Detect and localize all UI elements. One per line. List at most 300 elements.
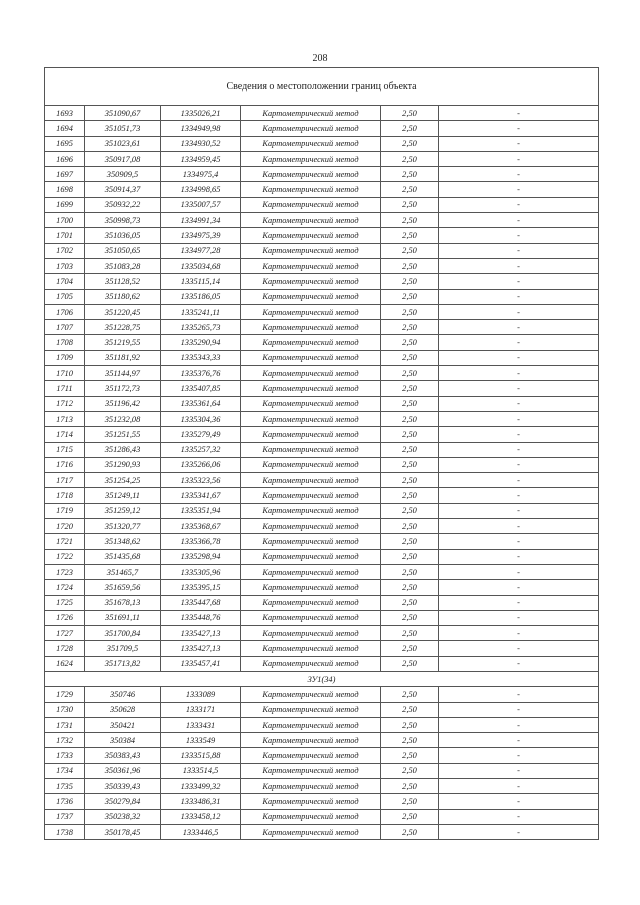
method-cell: Картометрический метод (241, 304, 381, 319)
x-coordinate-cell: 350909,5 (85, 167, 161, 182)
table-row (45, 243, 599, 258)
accuracy-cell: 2,50 (381, 702, 439, 717)
y-coordinate-cell: 1335257,32 (161, 442, 241, 457)
description-cell: - (439, 794, 599, 809)
description-cell: - (439, 473, 599, 488)
x-coordinate-cell: 351232,08 (85, 411, 161, 426)
accuracy-cell: 2,50 (381, 519, 439, 534)
table-row (45, 824, 599, 839)
method-cell: Картометрический метод (241, 519, 381, 534)
point-number-cell: 1730 (45, 702, 85, 717)
y-coordinate-cell: 1335034,68 (161, 258, 241, 273)
y-coordinate-cell: 1334975,39 (161, 228, 241, 243)
table-row (45, 427, 599, 442)
description-cell: - (439, 488, 599, 503)
page-number: 208 (312, 53, 328, 64)
point-number-cell: 1736 (45, 794, 85, 809)
y-coordinate-cell: 1334930,52 (161, 136, 241, 151)
point-number-cell: 1719 (45, 503, 85, 518)
description-cell: - (439, 763, 599, 778)
y-coordinate-cell: 1333514,5 (161, 763, 241, 778)
table-title-row (45, 68, 599, 106)
y-coordinate-cell: 1335376,76 (161, 366, 241, 381)
y-coordinate-cell: 1335265,73 (161, 320, 241, 335)
x-coordinate-cell: 351254,25 (85, 473, 161, 488)
x-coordinate-cell: 351144,97 (85, 366, 161, 381)
y-coordinate-cell: 1335395,15 (161, 580, 241, 595)
description-cell: - (439, 656, 599, 671)
method-cell: Картометрический метод (241, 503, 381, 518)
accuracy-cell: 2,50 (381, 258, 439, 273)
table-row (45, 748, 599, 763)
y-coordinate-cell: 1333499,32 (161, 779, 241, 794)
description-cell: - (439, 702, 599, 717)
table-row (45, 534, 599, 549)
table-row (45, 580, 599, 595)
y-coordinate-cell: 1335407,85 (161, 381, 241, 396)
y-coordinate-cell: 1334949,98 (161, 121, 241, 136)
x-coordinate-cell: 351228,75 (85, 320, 161, 335)
point-number-cell: 1713 (45, 411, 85, 426)
point-number-cell: 1709 (45, 350, 85, 365)
table-row (45, 809, 599, 824)
accuracy-cell: 2,50 (381, 136, 439, 151)
x-coordinate-cell: 351713,82 (85, 656, 161, 671)
point-number-cell: 1721 (45, 534, 85, 549)
method-cell: Картометрический метод (241, 197, 381, 212)
table-row (45, 274, 599, 289)
description-cell: - (439, 442, 599, 457)
method-cell: Картометрический метод (241, 717, 381, 732)
method-cell: Картометрический метод (241, 167, 381, 182)
method-cell: Картометрический метод (241, 442, 381, 457)
point-number-cell: 1704 (45, 274, 85, 289)
description-cell: - (439, 121, 599, 136)
y-coordinate-cell: 1333431 (161, 717, 241, 732)
point-number-cell: 1701 (45, 228, 85, 243)
accuracy-cell: 2,50 (381, 182, 439, 197)
description-cell: - (439, 519, 599, 534)
point-number-cell: 1707 (45, 320, 85, 335)
description-cell: - (439, 595, 599, 610)
method-cell: Картометрический метод (241, 136, 381, 151)
description-cell: - (439, 228, 599, 243)
accuracy-cell: 2,50 (381, 824, 439, 839)
description-cell: - (439, 320, 599, 335)
point-number-cell: 1716 (45, 457, 85, 472)
method-cell: Картометрический метод (241, 182, 381, 197)
table-row (45, 687, 599, 702)
description-cell: - (439, 733, 599, 748)
method-cell: Картометрический метод (241, 702, 381, 717)
point-number-cell: 1693 (45, 106, 85, 121)
y-coordinate-cell: 1335427,13 (161, 641, 241, 656)
x-coordinate-cell: 351128,52 (85, 274, 161, 289)
y-coordinate-cell: 1335266,06 (161, 457, 241, 472)
y-coordinate-cell: 1335279,49 (161, 427, 241, 442)
point-number-cell: 1702 (45, 243, 85, 258)
table-row (45, 473, 599, 488)
y-coordinate-cell: 1333458,12 (161, 809, 241, 824)
accuracy-cell: 2,50 (381, 809, 439, 824)
y-coordinate-cell: 1334998,65 (161, 182, 241, 197)
table-row (45, 197, 599, 212)
accuracy-cell: 2,50 (381, 473, 439, 488)
x-coordinate-cell: 351036,05 (85, 228, 161, 243)
y-coordinate-cell: 1335290,94 (161, 335, 241, 350)
accuracy-cell: 2,50 (381, 457, 439, 472)
accuracy-cell: 2,50 (381, 350, 439, 365)
point-number-cell: 1729 (45, 687, 85, 702)
table-row (45, 595, 599, 610)
method-cell: Картометрический метод (241, 106, 381, 121)
description-cell: - (439, 151, 599, 166)
point-number-cell: 1710 (45, 366, 85, 381)
method-cell: Картометрический метод (241, 687, 381, 702)
method-cell: Картометрический метод (241, 824, 381, 839)
accuracy-cell: 2,50 (381, 595, 439, 610)
point-number-cell: 1705 (45, 289, 85, 304)
accuracy-cell: 2,50 (381, 228, 439, 243)
accuracy-cell: 2,50 (381, 335, 439, 350)
accuracy-cell: 2,50 (381, 304, 439, 319)
point-number-cell: 1694 (45, 121, 85, 136)
x-coordinate-cell: 350238,32 (85, 809, 161, 824)
table-row (45, 335, 599, 350)
method-cell: Картометрический метод (241, 228, 381, 243)
x-coordinate-cell: 350178,45 (85, 824, 161, 839)
x-coordinate-cell: 350932,22 (85, 197, 161, 212)
method-cell: Картометрический метод (241, 626, 381, 641)
table-row (45, 258, 599, 273)
y-coordinate-cell: 1333515,88 (161, 748, 241, 763)
method-cell: Картометрический метод (241, 779, 381, 794)
table-row (45, 228, 599, 243)
accuracy-cell: 2,50 (381, 411, 439, 426)
boundary-table-body (45, 68, 599, 840)
accuracy-cell: 2,50 (381, 763, 439, 778)
description-cell: - (439, 381, 599, 396)
method-cell: Картометрический метод (241, 580, 381, 595)
accuracy-cell: 2,50 (381, 656, 439, 671)
accuracy-cell: 2,50 (381, 427, 439, 442)
accuracy-cell: 2,50 (381, 626, 439, 641)
description-cell: - (439, 335, 599, 350)
accuracy-cell: 2,50 (381, 610, 439, 625)
method-cell: Картометрический метод (241, 457, 381, 472)
table-row (45, 167, 599, 182)
x-coordinate-cell: 351180,62 (85, 289, 161, 304)
table-row (45, 779, 599, 794)
accuracy-cell: 2,50 (381, 534, 439, 549)
description-cell: - (439, 626, 599, 641)
y-coordinate-cell: 1333171 (161, 702, 241, 717)
table-row (45, 350, 599, 365)
description-cell: - (439, 289, 599, 304)
table-row (45, 519, 599, 534)
x-coordinate-cell: 351659,56 (85, 580, 161, 595)
description-cell: - (439, 779, 599, 794)
point-number-cell: 1624 (45, 656, 85, 671)
accuracy-cell: 2,50 (381, 396, 439, 411)
y-coordinate-cell: 1335457,41 (161, 656, 241, 671)
y-coordinate-cell: 1335368,67 (161, 519, 241, 534)
x-coordinate-cell: 350339,43 (85, 779, 161, 794)
point-number-cell: 1732 (45, 733, 85, 748)
description-cell: - (439, 457, 599, 472)
y-coordinate-cell: 1335241,11 (161, 304, 241, 319)
method-cell: Картометрический метод (241, 656, 381, 671)
x-coordinate-cell: 351465,7 (85, 564, 161, 579)
point-number-cell: 1698 (45, 182, 85, 197)
method-cell: Картометрический метод (241, 258, 381, 273)
method-cell: Картометрический метод (241, 427, 381, 442)
point-number-cell: 1718 (45, 488, 85, 503)
table-row (45, 366, 599, 381)
accuracy-cell: 2,50 (381, 580, 439, 595)
point-number-cell: 1728 (45, 641, 85, 656)
y-coordinate-cell: 1335361,64 (161, 396, 241, 411)
point-number-cell: 1715 (45, 442, 85, 457)
table-row (45, 411, 599, 426)
point-number-cell: 1695 (45, 136, 85, 151)
point-number-cell: 1697 (45, 167, 85, 182)
y-coordinate-cell: 1335448,76 (161, 610, 241, 625)
x-coordinate-cell: 350998,73 (85, 213, 161, 228)
y-coordinate-cell: 1335026,21 (161, 106, 241, 121)
point-number-cell: 1727 (45, 626, 85, 641)
accuracy-cell: 2,50 (381, 641, 439, 656)
accuracy-cell: 2,50 (381, 748, 439, 763)
x-coordinate-cell: 350746 (85, 687, 161, 702)
table-row (45, 213, 599, 228)
accuracy-cell: 2,50 (381, 733, 439, 748)
x-coordinate-cell: 350421 (85, 717, 161, 732)
y-coordinate-cell: 1335366,78 (161, 534, 241, 549)
x-coordinate-cell: 351320,77 (85, 519, 161, 534)
method-cell: Картометрический метод (241, 243, 381, 258)
accuracy-cell: 2,50 (381, 167, 439, 182)
y-coordinate-cell: 1333486,31 (161, 794, 241, 809)
x-coordinate-cell: 350384 (85, 733, 161, 748)
x-coordinate-cell: 350914,37 (85, 182, 161, 197)
table-row (45, 289, 599, 304)
method-cell: Картометрический метод (241, 473, 381, 488)
y-coordinate-cell: 1335186,05 (161, 289, 241, 304)
table-row (45, 626, 599, 641)
method-cell: Картометрический метод (241, 213, 381, 228)
x-coordinate-cell: 351259,12 (85, 503, 161, 518)
x-coordinate-cell: 351709,5 (85, 641, 161, 656)
description-cell: - (439, 304, 599, 319)
table-row (45, 717, 599, 732)
table-row (45, 457, 599, 472)
section-label: ЗУ1(34) (45, 671, 599, 686)
point-number-cell: 1733 (45, 748, 85, 763)
table-row (45, 794, 599, 809)
x-coordinate-cell: 351678,13 (85, 595, 161, 610)
x-coordinate-cell: 351700,84 (85, 626, 161, 641)
description-cell: - (439, 182, 599, 197)
table-row (45, 304, 599, 319)
description-cell: - (439, 549, 599, 564)
method-cell: Картометрический метод (241, 289, 381, 304)
method-cell: Картометрический метод (241, 335, 381, 350)
accuracy-cell: 2,50 (381, 289, 439, 304)
description-cell: - (439, 427, 599, 442)
y-coordinate-cell: 1335351,94 (161, 503, 241, 518)
point-number-cell: 1735 (45, 779, 85, 794)
x-coordinate-cell: 351219,55 (85, 335, 161, 350)
y-coordinate-cell: 1335323,56 (161, 473, 241, 488)
y-coordinate-cell: 1335007,57 (161, 197, 241, 212)
method-cell: Картометрический метод (241, 488, 381, 503)
accuracy-cell: 2,50 (381, 366, 439, 381)
description-cell: - (439, 824, 599, 839)
accuracy-cell: 2,50 (381, 794, 439, 809)
y-coordinate-cell: 1335427,13 (161, 626, 241, 641)
point-number-cell: 1731 (45, 717, 85, 732)
point-number-cell: 1700 (45, 213, 85, 228)
description-cell: - (439, 197, 599, 212)
table-row (45, 106, 599, 121)
point-number-cell: 1706 (45, 304, 85, 319)
x-coordinate-cell: 350383,43 (85, 748, 161, 763)
description-cell: - (439, 687, 599, 702)
method-cell: Картометрический метод (241, 748, 381, 763)
point-number-cell: 1725 (45, 595, 85, 610)
table-row (45, 549, 599, 564)
description-cell: - (439, 748, 599, 763)
x-coordinate-cell: 351172,73 (85, 381, 161, 396)
x-coordinate-cell: 351348,62 (85, 534, 161, 549)
accuracy-cell: 2,50 (381, 488, 439, 503)
table-row (45, 733, 599, 748)
accuracy-cell: 2,50 (381, 151, 439, 166)
accuracy-cell: 2,50 (381, 549, 439, 564)
table-row (45, 151, 599, 166)
x-coordinate-cell: 351251,55 (85, 427, 161, 442)
table-row (45, 136, 599, 151)
description-cell: - (439, 243, 599, 258)
accuracy-cell: 2,50 (381, 381, 439, 396)
description-cell: - (439, 564, 599, 579)
accuracy-cell: 2,50 (381, 213, 439, 228)
x-coordinate-cell: 351220,45 (85, 304, 161, 319)
table-row (45, 610, 599, 625)
method-cell: Картометрический метод (241, 381, 381, 396)
table-row (45, 641, 599, 656)
method-cell: Картометрический метод (241, 396, 381, 411)
method-cell: Картометрический метод (241, 411, 381, 426)
table-row (45, 396, 599, 411)
method-cell: Картометрический метод (241, 151, 381, 166)
accuracy-cell: 2,50 (381, 243, 439, 258)
point-number-cell: 1714 (45, 427, 85, 442)
y-coordinate-cell: 1334991,34 (161, 213, 241, 228)
description-cell: - (439, 258, 599, 273)
y-coordinate-cell: 1334975,4 (161, 167, 241, 182)
accuracy-cell: 2,50 (381, 121, 439, 136)
method-cell: Картометрический метод (241, 534, 381, 549)
description-cell: - (439, 136, 599, 151)
table-row (45, 656, 599, 671)
x-coordinate-cell: 350917,08 (85, 151, 161, 166)
description-cell: - (439, 580, 599, 595)
y-coordinate-cell: 1335115,14 (161, 274, 241, 289)
method-cell: Картометрический метод (241, 121, 381, 136)
method-cell: Картометрический метод (241, 549, 381, 564)
x-coordinate-cell: 350628 (85, 702, 161, 717)
x-coordinate-cell: 350361,96 (85, 763, 161, 778)
table-row (45, 488, 599, 503)
description-cell: - (439, 411, 599, 426)
accuracy-cell: 2,50 (381, 106, 439, 121)
description-cell: - (439, 641, 599, 656)
accuracy-cell: 2,50 (381, 197, 439, 212)
y-coordinate-cell: 1335341,67 (161, 488, 241, 503)
point-number-cell: 1734 (45, 763, 85, 778)
y-coordinate-cell: 1334959,45 (161, 151, 241, 166)
accuracy-cell: 2,50 (381, 442, 439, 457)
x-coordinate-cell: 351286,43 (85, 442, 161, 457)
x-coordinate-cell: 351249,11 (85, 488, 161, 503)
method-cell: Картометрический метод (241, 641, 381, 656)
accuracy-cell: 2,50 (381, 564, 439, 579)
method-cell: Картометрический метод (241, 610, 381, 625)
method-cell: Картометрический метод (241, 274, 381, 289)
accuracy-cell: 2,50 (381, 274, 439, 289)
point-number-cell: 1696 (45, 151, 85, 166)
y-coordinate-cell: 1335304,36 (161, 411, 241, 426)
point-number-cell: 1711 (45, 381, 85, 396)
description-cell: - (439, 350, 599, 365)
method-cell: Картометрический метод (241, 350, 381, 365)
point-number-cell: 1699 (45, 197, 85, 212)
table-title: Сведения о местоположении границ объекта (45, 68, 599, 106)
description-cell: - (439, 534, 599, 549)
accuracy-cell: 2,50 (381, 320, 439, 335)
description-cell: - (439, 274, 599, 289)
section-row (45, 671, 599, 686)
point-number-cell: 1737 (45, 809, 85, 824)
point-number-cell: 1722 (45, 549, 85, 564)
boundary-table (44, 67, 599, 840)
x-coordinate-cell: 351051,73 (85, 121, 161, 136)
table-row (45, 381, 599, 396)
description-cell: - (439, 610, 599, 625)
table-row (45, 121, 599, 136)
point-number-cell: 1726 (45, 610, 85, 625)
method-cell: Картометрический метод (241, 564, 381, 579)
x-coordinate-cell: 351196,42 (85, 396, 161, 411)
x-coordinate-cell: 351023,61 (85, 136, 161, 151)
method-cell: Картометрический метод (241, 595, 381, 610)
x-coordinate-cell: 351083,28 (85, 258, 161, 273)
y-coordinate-cell: 1333549 (161, 733, 241, 748)
method-cell: Картометрический метод (241, 763, 381, 778)
y-coordinate-cell: 1333446,5 (161, 824, 241, 839)
point-number-cell: 1723 (45, 564, 85, 579)
method-cell: Картометрический метод (241, 366, 381, 381)
x-coordinate-cell: 351691,11 (85, 610, 161, 625)
y-coordinate-cell: 1334977,28 (161, 243, 241, 258)
description-cell: - (439, 503, 599, 518)
x-coordinate-cell: 350279,84 (85, 794, 161, 809)
accuracy-cell: 2,50 (381, 687, 439, 702)
method-cell: Картометрический метод (241, 794, 381, 809)
point-number-cell: 1712 (45, 396, 85, 411)
